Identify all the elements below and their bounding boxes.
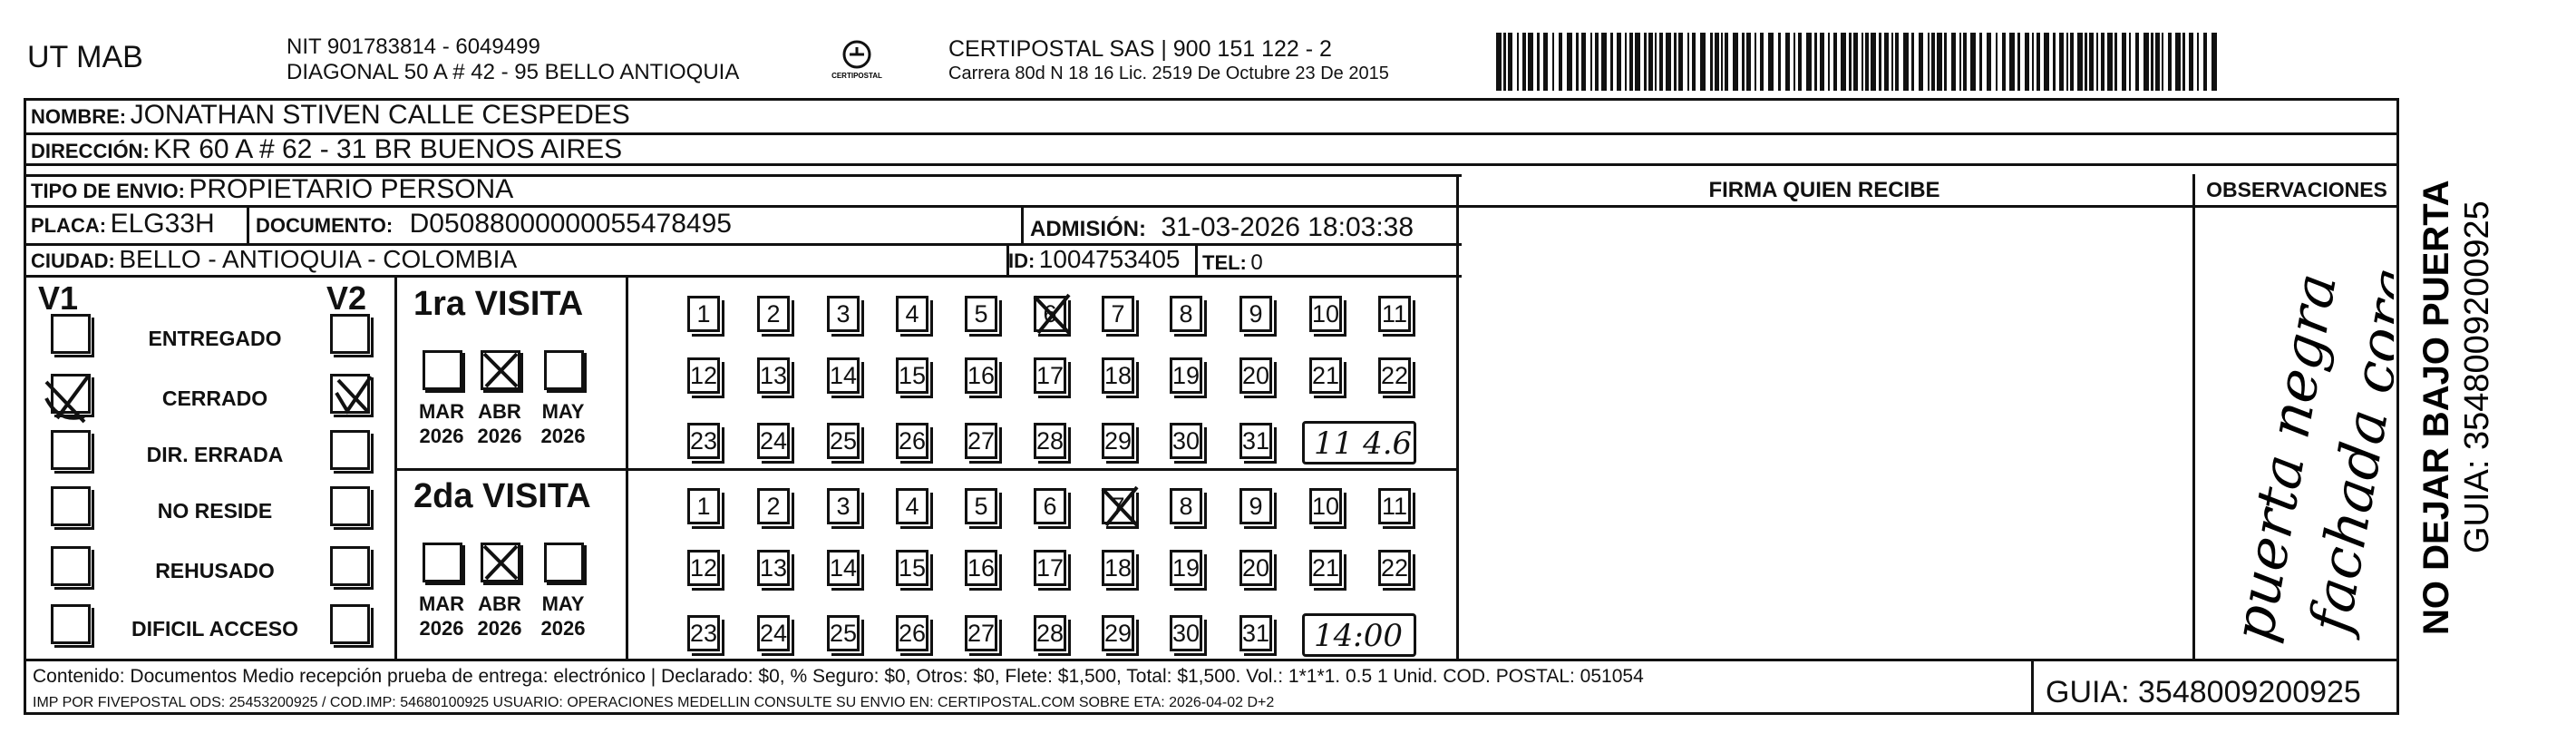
barcode-bar bbox=[1798, 33, 1802, 91]
month-year: 2026 bbox=[477, 425, 522, 447]
day-box[interactable]: 7 bbox=[1102, 296, 1134, 332]
month-name: MAY bbox=[541, 592, 585, 615]
day-box[interactable]: 2 bbox=[757, 296, 790, 332]
barcode-bar bbox=[2151, 33, 2153, 91]
barcode-bar bbox=[1862, 33, 1863, 91]
day-box[interactable]: 10 bbox=[1309, 488, 1342, 524]
barcode-bar bbox=[1970, 33, 1976, 91]
day-box[interactable]: 12 bbox=[687, 357, 720, 394]
v2-checkbox[interactable] bbox=[330, 486, 370, 526]
month-label bbox=[412, 399, 471, 448]
status-label: DIFICIL ACCESO bbox=[131, 617, 298, 641]
barcode-bar bbox=[1678, 33, 1683, 91]
handwritten-time-box bbox=[1302, 421, 1416, 465]
admission-cell bbox=[1030, 212, 1414, 243]
handwritten-time: 14:00 bbox=[1314, 618, 1403, 654]
barcode-bar bbox=[1590, 33, 1592, 91]
handwritten-time: 11 4.6 bbox=[1314, 425, 1413, 462]
id-label: ID: bbox=[1008, 249, 1035, 272]
status-label: CERRADO bbox=[161, 386, 268, 410]
v2-checkbox[interactable] bbox=[330, 546, 370, 586]
barcode-bar bbox=[1891, 33, 1893, 91]
barcode-bar bbox=[1944, 33, 1947, 91]
month-checkbox[interactable] bbox=[481, 350, 520, 390]
barcode-bar bbox=[1629, 33, 1633, 91]
month-year: 2026 bbox=[477, 617, 522, 640]
v2-checkbox[interactable] bbox=[330, 374, 370, 414]
plate-cell bbox=[31, 209, 215, 240]
barcode-bar bbox=[1849, 33, 1852, 91]
month-label bbox=[470, 592, 530, 641]
sender-address: DIAGONAL 50 A # 42 - 95 BELLO ANTIOQUIA bbox=[287, 60, 740, 84]
barcode-bar bbox=[2089, 33, 2094, 91]
barcode-bar bbox=[2096, 33, 2098, 91]
day-box[interactable]: 20 bbox=[1239, 357, 1272, 394]
barcode-bar bbox=[1733, 33, 1738, 91]
footer-contents: Contenido: Documentos Medio recepción prueba de entrega: electrónico | Declarado: $0, % Seguro: $0, Otros: $0, Flete: $1,500, Total: $1,500. Vol.: 1*1*1. 0.5 1 Unid. COD. POSTAL: 051054 bbox=[33, 666, 1644, 687]
day-box[interactable]: 13 bbox=[757, 550, 790, 586]
barcode-bar bbox=[2053, 33, 2056, 91]
document-label: DOCUMENTO: bbox=[256, 214, 394, 237]
barcode-bar bbox=[2032, 33, 2034, 91]
status-label: NO RESIDE bbox=[157, 499, 273, 523]
day-box[interactable]: 25 bbox=[827, 615, 860, 651]
barcode-bar bbox=[1559, 33, 1562, 91]
barcode-bar bbox=[2002, 33, 2006, 91]
sender-name: UT MAB bbox=[27, 40, 143, 74]
day-box[interactable]: 13 bbox=[757, 357, 790, 394]
city-cell bbox=[31, 245, 517, 274]
day-box[interactable]: 16 bbox=[965, 550, 997, 586]
day-box[interactable]: 4 bbox=[896, 296, 928, 332]
day-box[interactable]: 17 bbox=[1034, 357, 1066, 394]
barcode-bar bbox=[1659, 33, 1663, 91]
day-box[interactable]: 7 bbox=[1102, 488, 1134, 524]
barcode-bar bbox=[1700, 33, 1706, 91]
barcode-bar bbox=[2025, 33, 2029, 91]
barcode-bar bbox=[1828, 33, 1830, 91]
day-box[interactable]: 6 bbox=[1034, 488, 1066, 524]
day-box[interactable]: 22 bbox=[1378, 550, 1411, 586]
v1-checkbox[interactable] bbox=[51, 314, 91, 354]
type-label: TIPO DE ENVIO: bbox=[31, 180, 185, 202]
v2-check-mark bbox=[331, 373, 376, 418]
footer-guia: GUIA: 3548009200925 bbox=[2046, 675, 2361, 709]
barcode-bar bbox=[2168, 33, 2172, 91]
month-checkbox[interactable] bbox=[544, 543, 584, 582]
signature-label: FIRMA QUIEN RECIBE bbox=[1708, 178, 1940, 202]
month-name: MAR bbox=[418, 400, 465, 423]
barcode-bar bbox=[1601, 33, 1607, 91]
barcode-bar bbox=[1674, 33, 1677, 91]
month-label bbox=[533, 592, 593, 641]
barcode-bar bbox=[2044, 33, 2049, 91]
barcode-bar bbox=[1581, 33, 1586, 91]
day-box[interactable]: 18 bbox=[1102, 357, 1134, 394]
barcode-bar bbox=[2059, 33, 2064, 91]
v2-checkbox[interactable] bbox=[330, 604, 370, 644]
barcode-bar bbox=[1508, 33, 1512, 91]
barcode-bar bbox=[1755, 33, 1756, 91]
barcode-bar bbox=[1865, 33, 1869, 91]
day-box[interactable]: 3 bbox=[827, 296, 860, 332]
month-x-mark bbox=[481, 350, 520, 390]
v1-check-mark bbox=[41, 371, 95, 425]
barcode-bar bbox=[1715, 33, 1719, 91]
day-box[interactable]: 29 bbox=[1102, 423, 1134, 459]
v2-checkbox[interactable] bbox=[330, 314, 370, 354]
day-box[interactable]: 1 bbox=[687, 296, 720, 332]
barcode-bar bbox=[2107, 33, 2113, 91]
day-box[interactable]: 3 bbox=[827, 488, 860, 524]
status-label: DIR. ERRADA bbox=[146, 443, 284, 466]
barcode-bar bbox=[1806, 33, 1812, 91]
day-box[interactable]: 18 bbox=[1102, 550, 1134, 586]
barcode-bar bbox=[1911, 33, 1914, 91]
barcode-bar bbox=[1595, 33, 1599, 91]
day-box[interactable]: 5 bbox=[965, 488, 997, 524]
barcode-bar bbox=[1996, 33, 1998, 91]
day-box[interactable]: 2 bbox=[757, 488, 790, 524]
barcode-bar bbox=[1610, 33, 1613, 91]
barcode-bar bbox=[1710, 33, 1713, 91]
side-guia: GUIA: 3548009200925 bbox=[2458, 200, 2496, 553]
day-box[interactable]: 6 bbox=[1034, 296, 1066, 332]
barcode-bar bbox=[1617, 33, 1621, 91]
day-box[interactable]: 11 bbox=[1378, 488, 1411, 524]
v1-checkbox[interactable] bbox=[51, 486, 91, 526]
barcode-bar bbox=[2070, 33, 2074, 91]
logo-wordmark: CERTIPOSTAL bbox=[831, 72, 882, 80]
v2-header: V2 bbox=[326, 279, 367, 317]
type-row bbox=[31, 174, 513, 205]
barcode-bar bbox=[1528, 33, 1533, 91]
barcode-bar bbox=[1666, 33, 1671, 91]
barcode-bar bbox=[1903, 33, 1909, 91]
day-box[interactable]: 23 bbox=[687, 423, 720, 459]
barcode-bar bbox=[1517, 33, 1519, 91]
barcode-bar bbox=[1928, 33, 1930, 91]
barcode-bar bbox=[2135, 33, 2139, 91]
month-year: 2026 bbox=[540, 617, 586, 640]
barcode-bar bbox=[1778, 33, 1781, 91]
day-box[interactable]: 15 bbox=[896, 357, 928, 394]
day-x-mark bbox=[1031, 291, 1073, 337]
barcode-bar bbox=[1879, 33, 1881, 91]
month-checkbox[interactable] bbox=[423, 350, 462, 390]
day-box[interactable]: 27 bbox=[965, 615, 997, 651]
day-box[interactable]: 23 bbox=[687, 615, 720, 651]
barcode-bar bbox=[1833, 33, 1837, 91]
side-vertical-text bbox=[2403, 100, 2512, 644]
company-name: CERTIPOSTAL SAS | 900 151 122 - 2 bbox=[948, 36, 1332, 62]
barcode-bar bbox=[1987, 33, 1991, 91]
day-box[interactable]: 8 bbox=[1170, 296, 1202, 332]
barcode-bar bbox=[1648, 33, 1653, 91]
status-label: REHUSADO bbox=[155, 559, 275, 582]
day-box[interactable]: 28 bbox=[1034, 615, 1066, 651]
day-box[interactable]: 27 bbox=[965, 423, 997, 459]
day-box[interactable]: 22 bbox=[1378, 357, 1411, 394]
day-x-mark bbox=[1099, 484, 1141, 529]
month-checkbox[interactable] bbox=[423, 543, 462, 582]
barcode-bar bbox=[1552, 33, 1554, 91]
footer-imp: IMP POR FIVEPOSTAL ODS: 25453200925 / COD.IMP: 54680100925 USUARIO: OPERACIONES MEDELLIN CONSULTE SU ENVIO EN: CERTIPOSTAL.COM SOBRE ETA: 2026-04-02 D+2 bbox=[33, 695, 1275, 710]
barcode-bar bbox=[2129, 33, 2131, 91]
barcode-bar bbox=[1793, 33, 1795, 91]
barcode-bar bbox=[2211, 33, 2217, 91]
barcode-bar bbox=[2077, 33, 2083, 91]
recipient-address: KR 60 A # 62 - 31 BR BUENOS AIRES bbox=[153, 134, 623, 164]
barcode-bar bbox=[1768, 33, 1774, 91]
barcode-bar bbox=[1820, 33, 1824, 91]
barcode-bar bbox=[2197, 33, 2199, 91]
address-row bbox=[31, 134, 622, 165]
id-value: 1004753405 bbox=[1038, 245, 1181, 273]
barcode-bar bbox=[2122, 33, 2126, 91]
barcode-bar bbox=[1853, 33, 1858, 91]
v1-header: V1 bbox=[38, 279, 79, 317]
barcode-bar bbox=[1814, 33, 1817, 91]
month-checkbox[interactable] bbox=[481, 543, 520, 582]
barcode-bar bbox=[1543, 33, 1548, 91]
month-label bbox=[412, 592, 471, 641]
admission-label: ADMISIÓN: bbox=[1030, 217, 1146, 241]
month-name: ABR bbox=[478, 400, 521, 423]
barcode-bar bbox=[1503, 33, 1506, 91]
day-box[interactable]: 29 bbox=[1102, 615, 1134, 651]
day-box[interactable]: 26 bbox=[896, 615, 928, 651]
barcode-bar bbox=[2085, 33, 2087, 91]
barcode-bar bbox=[1496, 33, 1502, 91]
sender-nit: NIT 901783814 - 6049499 bbox=[287, 34, 540, 59]
barcode-bar bbox=[1871, 33, 1876, 91]
day-box[interactable]: 9 bbox=[1239, 488, 1272, 524]
plate-label: PLACA: bbox=[31, 214, 107, 237]
id-cell bbox=[1008, 245, 1181, 274]
city-value: BELLO - ANTIOQUIA - COLOMBIA bbox=[119, 245, 518, 273]
barcode-bar bbox=[1576, 33, 1579, 91]
barcode-bar bbox=[1951, 33, 1956, 91]
day-box[interactable]: 21 bbox=[1309, 550, 1342, 586]
shipment-type: PROPIETARIO PERSONA bbox=[189, 174, 514, 204]
barcode-bar bbox=[1567, 33, 1572, 91]
plate-value: ELG33H bbox=[110, 209, 215, 239]
day-box[interactable]: 24 bbox=[757, 615, 790, 651]
barcode-bar bbox=[2017, 33, 2020, 91]
day-box[interactable]: 19 bbox=[1170, 357, 1202, 394]
certipostal-logo bbox=[830, 38, 884, 83]
side-notice: NO DEJAR BAJO PUERTA bbox=[2416, 180, 2456, 635]
day-box[interactable]: 17 bbox=[1034, 550, 1066, 586]
v1-checkbox[interactable] bbox=[51, 604, 91, 644]
barcode-bar bbox=[1687, 33, 1689, 91]
barcode-bar bbox=[1692, 33, 1696, 91]
month-checkbox[interactable] bbox=[544, 350, 584, 390]
day-box[interactable]: 30 bbox=[1170, 423, 1202, 459]
tel-label: TEL: bbox=[1202, 251, 1247, 274]
v1-checkbox[interactable] bbox=[51, 374, 91, 414]
document-cell bbox=[256, 209, 732, 240]
barcode-bar bbox=[1919, 33, 1923, 91]
handwritten-time-box bbox=[1302, 613, 1416, 657]
barcode-bar bbox=[1635, 33, 1640, 91]
barcode-bar bbox=[2162, 33, 2163, 91]
observations-label: OBSERVACIONES bbox=[2206, 178, 2387, 201]
month-year: 2026 bbox=[419, 425, 464, 447]
tel-cell bbox=[1202, 250, 1263, 276]
barcode-bar bbox=[2066, 33, 2068, 91]
month-name: MAY bbox=[541, 400, 585, 423]
day-box[interactable]: 10 bbox=[1309, 296, 1342, 332]
name-label: NOMBRE: bbox=[31, 105, 127, 128]
day-box[interactable]: 21 bbox=[1309, 357, 1342, 394]
barcode-bar bbox=[1963, 33, 1967, 91]
barcode-bar bbox=[1655, 33, 1657, 91]
day-box[interactable]: 4 bbox=[896, 488, 928, 524]
barcode bbox=[1496, 33, 2221, 91]
visit-title: 2da VISITA bbox=[413, 477, 591, 515]
barcode-bar bbox=[1725, 33, 1728, 91]
day-box[interactable]: 28 bbox=[1034, 423, 1066, 459]
day-box[interactable]: 30 bbox=[1170, 615, 1202, 651]
v1-checkbox[interactable] bbox=[51, 546, 91, 586]
observation-line-1: puerta negra bbox=[2219, 268, 2350, 647]
address-label: DIRECCIÓN: bbox=[31, 140, 150, 162]
city-label: CIUDAD: bbox=[31, 249, 115, 272]
visit-title: 1ra VISITA bbox=[413, 285, 584, 323]
tel-value: 0 bbox=[1250, 250, 1263, 275]
barcode-bar bbox=[1979, 33, 1982, 91]
month-name: MAR bbox=[418, 592, 465, 615]
barcode-bar bbox=[1785, 33, 1790, 91]
document-value: D05088000000055478495 bbox=[409, 209, 732, 239]
month-name: ABR bbox=[478, 592, 521, 615]
month-label bbox=[533, 399, 593, 448]
day-box[interactable]: 19 bbox=[1170, 550, 1202, 586]
day-box[interactable]: 15 bbox=[896, 550, 928, 586]
status-label: ENTREGADO bbox=[148, 327, 282, 350]
barcode-bar bbox=[1537, 33, 1540, 91]
day-box[interactable]: 26 bbox=[896, 423, 928, 459]
barcode-bar bbox=[2036, 33, 2040, 91]
month-label bbox=[470, 399, 530, 448]
barcode-bar bbox=[1625, 33, 1627, 91]
company-license: Carrera 80d N 18 16 Lic. 2519 De Octubre 23 De 2015 bbox=[948, 64, 1389, 83]
day-box[interactable]: 14 bbox=[827, 550, 860, 586]
barcode-bar bbox=[1937, 33, 1942, 91]
barcode-bar bbox=[2143, 33, 2149, 91]
v1-checkbox[interactable] bbox=[51, 430, 91, 470]
barcode-bar bbox=[1522, 33, 1526, 91]
barcode-bar bbox=[1841, 33, 1846, 91]
observation-line-2: fachada cora bbox=[2296, 262, 2394, 638]
barcode-bar bbox=[2175, 33, 2181, 91]
barcode-bar bbox=[2155, 33, 2160, 91]
barcode-bar bbox=[2101, 33, 2105, 91]
day-box[interactable]: 25 bbox=[827, 423, 860, 459]
barcode-bar bbox=[1746, 33, 1751, 91]
day-box[interactable]: 1 bbox=[687, 488, 720, 524]
v2-checkbox[interactable] bbox=[330, 430, 370, 470]
barcode-bar bbox=[1959, 33, 1961, 91]
barcode-bar bbox=[2189, 33, 2193, 91]
day-box[interactable]: 11 bbox=[1378, 296, 1411, 332]
month-year: 2026 bbox=[419, 617, 464, 640]
observations-handwriting bbox=[2203, 218, 2394, 653]
day-box[interactable]: 9 bbox=[1239, 296, 1272, 332]
recipient-name: JONATHAN STIVEN CALLE CESPEDES bbox=[130, 100, 630, 130]
barcode-bar bbox=[1721, 33, 1723, 91]
day-box[interactable]: 5 bbox=[965, 296, 997, 332]
day-box[interactable]: 31 bbox=[1239, 423, 1272, 459]
day-box[interactable]: 8 bbox=[1170, 488, 1202, 524]
name-row bbox=[31, 100, 630, 131]
barcode-bar bbox=[2203, 33, 2207, 91]
barcode-bar bbox=[1760, 33, 1764, 91]
barcode-bar bbox=[1884, 33, 1889, 91]
day-box[interactable]: 16 bbox=[965, 357, 997, 394]
day-box[interactable]: 20 bbox=[1239, 550, 1272, 586]
admission-value: 31-03-2026 18:03:38 bbox=[1161, 212, 1414, 242]
barcode-bar bbox=[1895, 33, 1899, 91]
barcode-bar bbox=[1644, 33, 1647, 91]
barcode-bar bbox=[1742, 33, 1745, 91]
barcode-bar bbox=[1931, 33, 1935, 91]
barcode-bar bbox=[2114, 33, 2117, 91]
month-x-mark bbox=[481, 543, 520, 582]
day-box[interactable]: 31 bbox=[1239, 615, 1272, 651]
day-box[interactable]: 12 bbox=[687, 550, 720, 586]
day-box[interactable]: 24 bbox=[757, 423, 790, 459]
barcode-bar bbox=[2182, 33, 2185, 91]
month-year: 2026 bbox=[540, 425, 586, 447]
day-box[interactable]: 14 bbox=[827, 357, 860, 394]
barcode-bar bbox=[2009, 33, 2015, 91]
